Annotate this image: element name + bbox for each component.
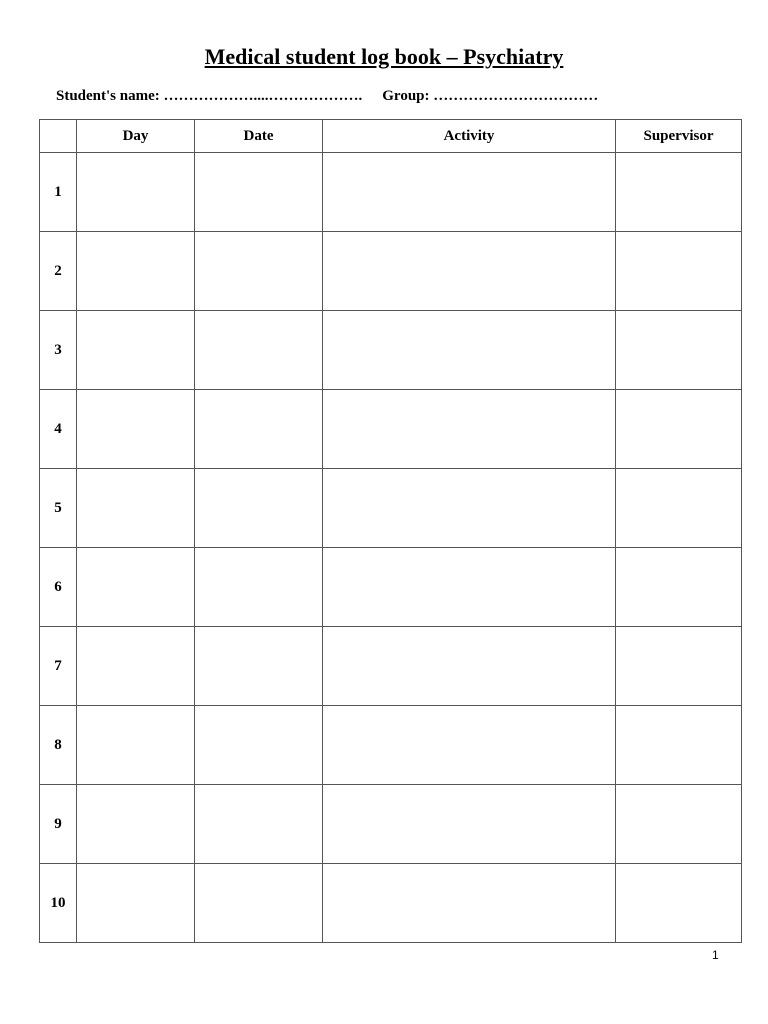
day-cell[interactable] (77, 706, 195, 785)
row-number: 9 (40, 785, 77, 864)
day-cell[interactable] (77, 232, 195, 311)
day-cell[interactable] (77, 311, 195, 390)
date-cell[interactable] (195, 627, 323, 706)
activity-cell[interactable] (323, 785, 616, 864)
day-cell[interactable] (77, 627, 195, 706)
row-number: 2 (40, 232, 77, 311)
date-cell[interactable] (195, 390, 323, 469)
column-header-supervisor: Supervisor (616, 120, 742, 153)
day-cell[interactable] (77, 390, 195, 469)
activity-cell[interactable] (323, 469, 616, 548)
row-number: 6 (40, 548, 77, 627)
activity-cell[interactable] (323, 627, 616, 706)
supervisor-cell[interactable] (616, 469, 742, 548)
activity-cell[interactable] (323, 153, 616, 232)
table-row (40, 785, 742, 864)
day-cell[interactable] (77, 864, 195, 943)
group-field: Group: …………………………… (382, 88, 599, 104)
table-row (40, 706, 742, 785)
student-name-field: Student's name: ………………....………………. (56, 88, 363, 104)
table-row (40, 390, 742, 469)
table-row (40, 232, 742, 311)
date-cell[interactable] (195, 706, 323, 785)
supervisor-cell[interactable] (616, 548, 742, 627)
table-row (40, 311, 742, 390)
supervisor-cell[interactable] (616, 390, 742, 469)
table-row (40, 548, 742, 627)
column-header-activity: Activity (323, 120, 616, 153)
activity-cell[interactable] (323, 311, 616, 390)
activity-cell[interactable] (323, 864, 616, 943)
log-table (39, 119, 742, 943)
table-row (40, 627, 742, 706)
activity-cell[interactable] (323, 390, 616, 469)
column-header-day: Day (77, 120, 195, 153)
row-number: 7 (40, 627, 77, 706)
date-cell[interactable] (195, 311, 323, 390)
page-title: Medical student log book – Psychiatry (204, 44, 564, 69)
row-number: 5 (40, 469, 77, 548)
activity-cell[interactable] (323, 548, 616, 627)
supervisor-cell[interactable] (616, 864, 742, 943)
date-cell[interactable] (195, 785, 323, 864)
date-cell[interactable] (195, 864, 323, 943)
row-number: 4 (40, 390, 77, 469)
day-cell[interactable] (77, 785, 195, 864)
table-row (40, 153, 742, 232)
supervisor-cell[interactable] (616, 311, 742, 390)
row-number: 8 (40, 706, 77, 785)
page-number: 1 (712, 948, 719, 962)
table-row (40, 469, 742, 548)
activity-cell[interactable] (323, 232, 616, 311)
supervisor-cell[interactable] (616, 153, 742, 232)
date-cell[interactable] (195, 548, 323, 627)
table-header-row (40, 120, 742, 153)
column-header-number (40, 120, 77, 153)
row-number: 1 (40, 153, 77, 232)
activity-cell[interactable] (323, 706, 616, 785)
date-cell[interactable] (195, 153, 323, 232)
supervisor-cell[interactable] (616, 627, 742, 706)
day-cell[interactable] (77, 469, 195, 548)
date-cell[interactable] (195, 469, 323, 548)
day-cell[interactable] (77, 153, 195, 232)
date-cell[interactable] (195, 232, 323, 311)
row-number: 10 (40, 864, 77, 943)
row-number: 3 (40, 311, 77, 390)
supervisor-cell[interactable] (616, 232, 742, 311)
day-cell[interactable] (77, 548, 195, 627)
table-row (40, 864, 742, 943)
supervisor-cell[interactable] (616, 706, 742, 785)
supervisor-cell[interactable] (616, 785, 742, 864)
column-header-date: Date (195, 120, 323, 153)
student-info-line (56, 86, 598, 106)
